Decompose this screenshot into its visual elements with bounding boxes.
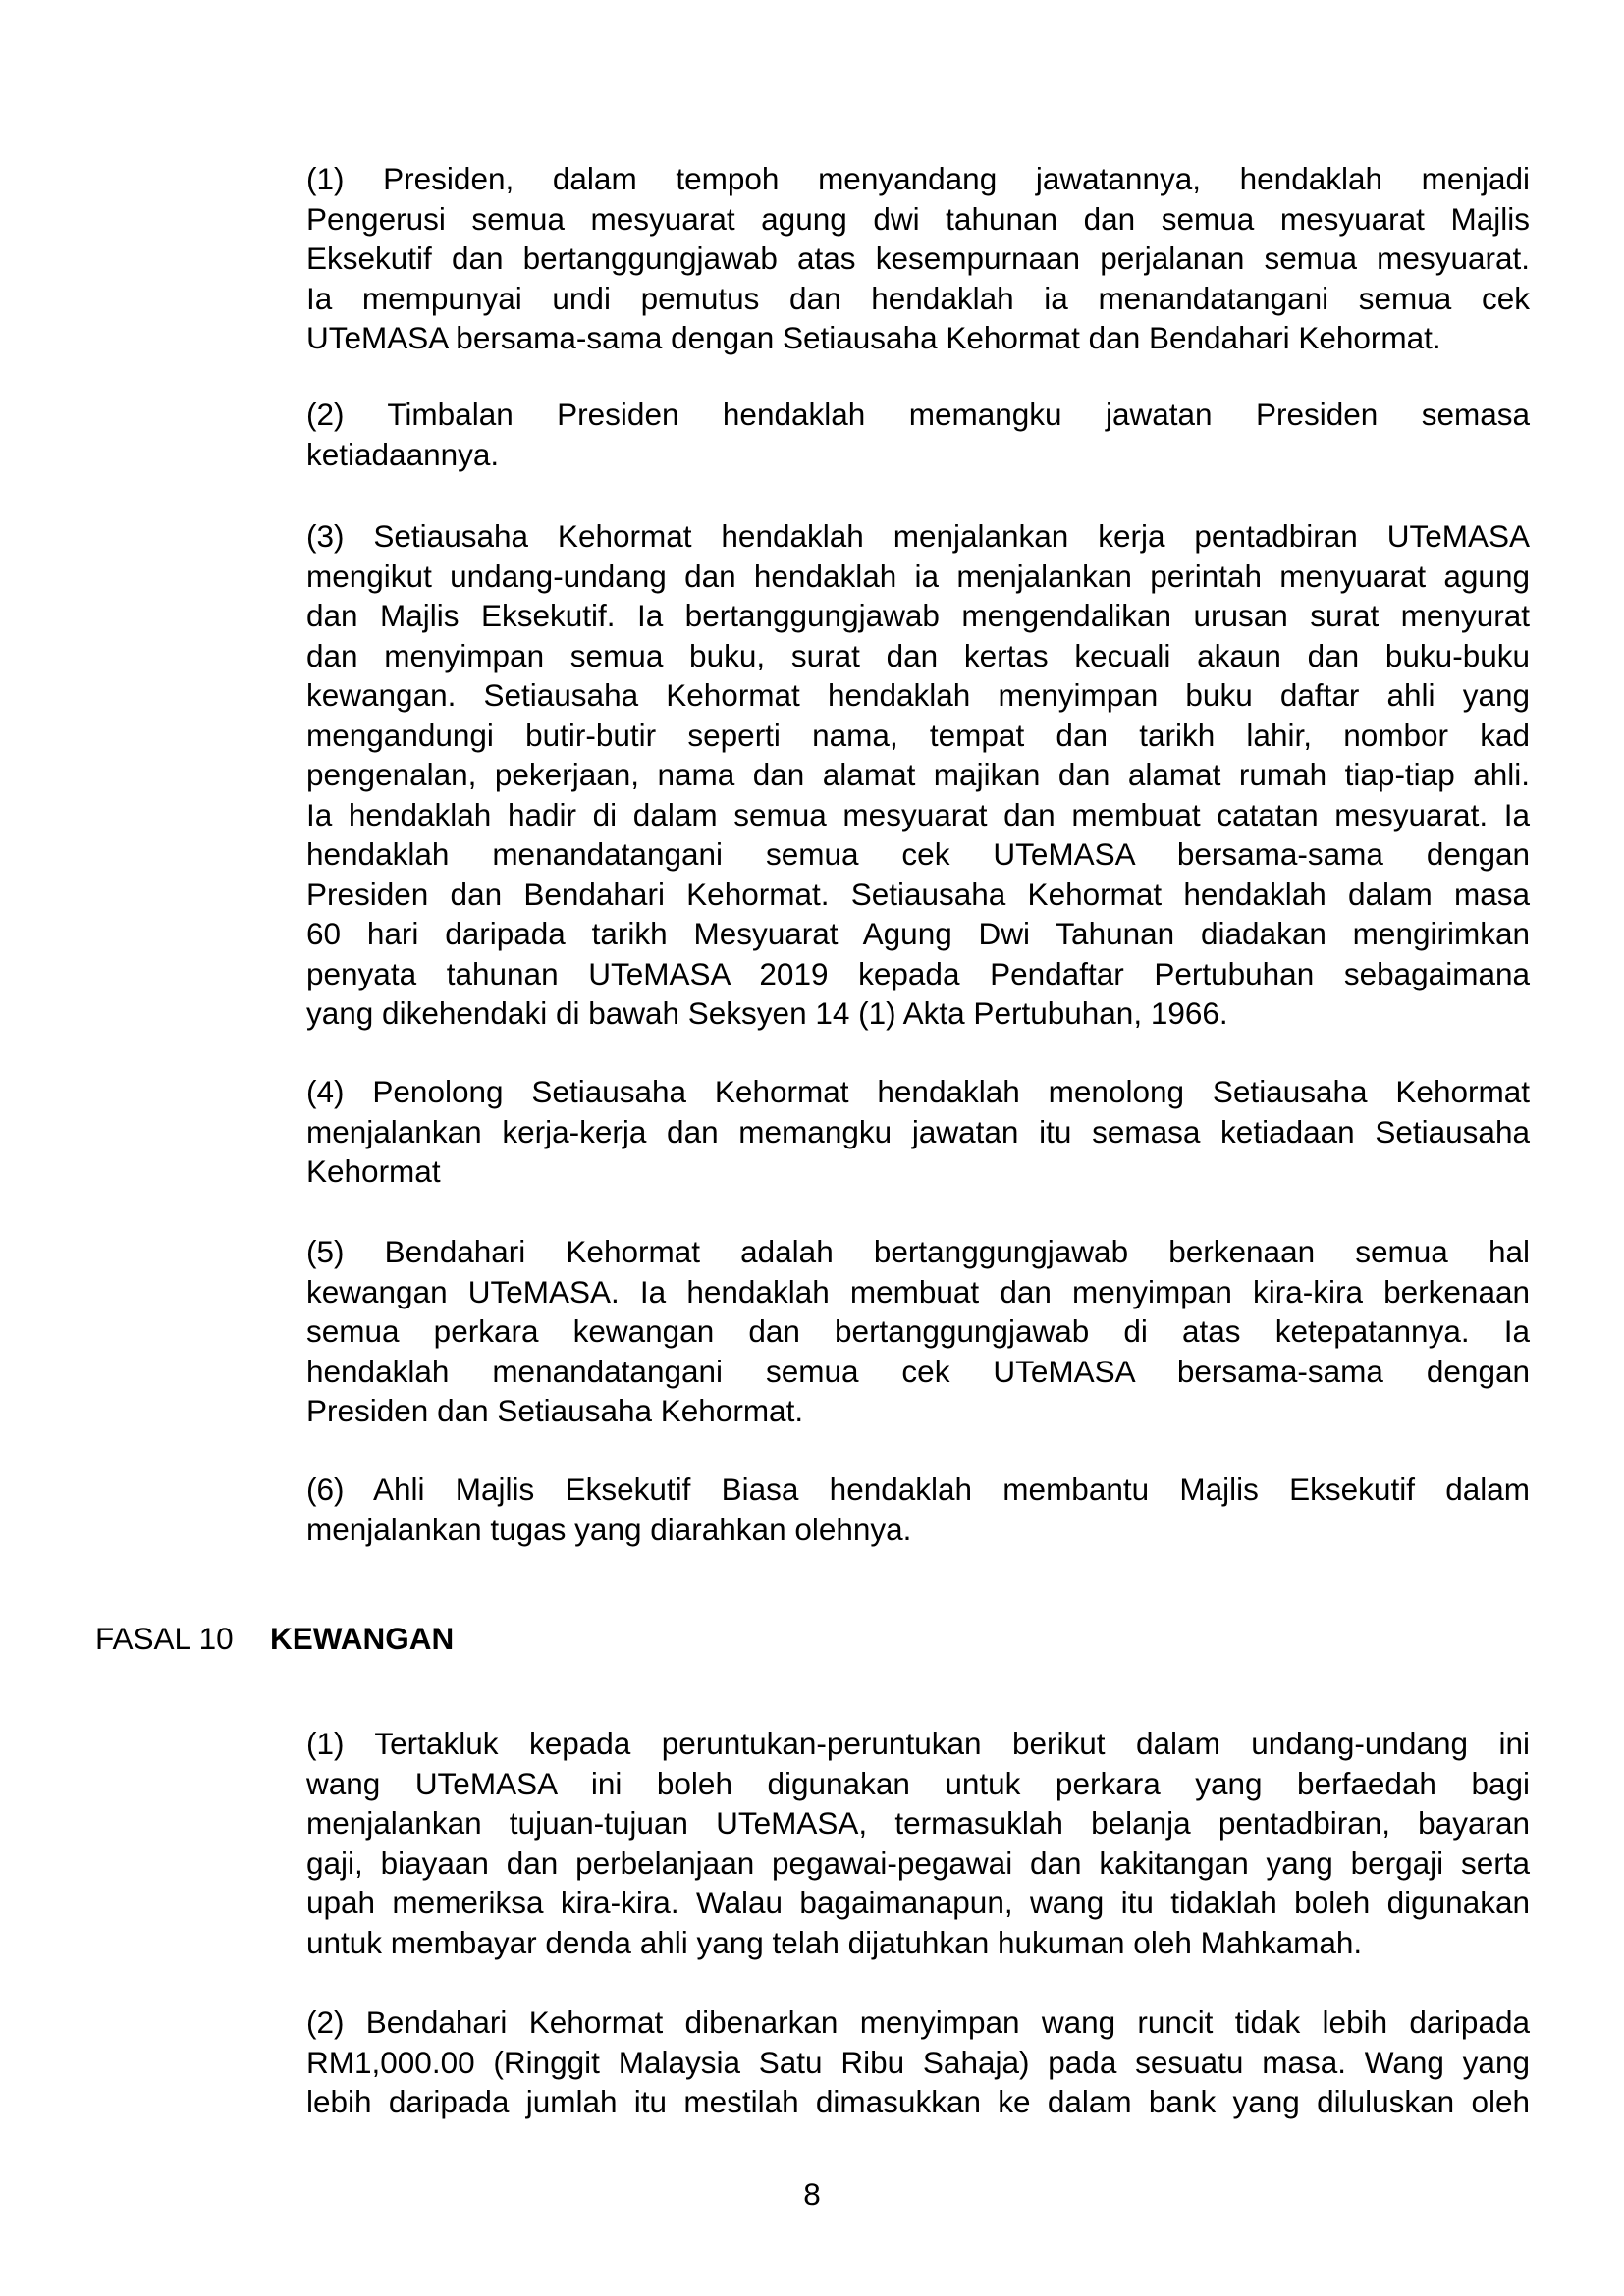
paragraph-kewangan-2 xyxy=(306,2002,1530,2122)
section-number: FASAL 10 xyxy=(95,1621,234,1656)
text-line: yang dikehendaki di bawah Seksyen 14 (1) Akta Pertubuhan, 1966. xyxy=(306,995,1228,1031)
text-line: Ia mempunyai undi pemutus dan hendaklah ia menandatangani semua cek xyxy=(306,280,1530,316)
text-line: upah memeriksa kira-kira. Walau bagaimanapun, wang itu tidaklah boleh digunakan xyxy=(306,1885,1530,1920)
text-line: Ia hendaklah hadir di dalam semua mesyuarat dan membuat catatan mesyuarat. Ia xyxy=(306,796,1530,832)
section-title: KEWANGAN xyxy=(270,1621,455,1656)
text-line: (1) Presiden, dalam tempoh menyandang jawatannya, hendaklah menjadi xyxy=(306,161,1530,196)
text-line: menjalankan tugas yang diarahkan olehnya. xyxy=(306,1511,912,1547)
text-line: (5) Bendahari Kehormat adalah bertanggungjawab berkenaan semua hal xyxy=(306,1234,1530,1269)
text-line: Eksekutif dan bertanggungjawab atas kesempurnaan perjalanan semua mesyuarat. xyxy=(306,240,1530,276)
text-line: dan Majlis Eksekutif. Ia bertanggungjawab mengendalikan urusan surat menyurat xyxy=(306,598,1530,633)
text-line: menjalankan tujuan-tujuan UTeMASA, termasuklah belanja pentadbiran, bayaran xyxy=(306,1805,1530,1841)
paragraph-2-timbalan-presiden xyxy=(306,395,1530,474)
text-line: hendaklah menandatangani semua cek UTeMASA bersama-sama dengan xyxy=(306,836,1530,872)
text-line: Kehormat xyxy=(306,1153,441,1189)
section-heading-fasal-10 xyxy=(95,1619,454,1659)
text-line: kewangan. Setiausaha Kehormat hendaklah menyimpan buku daftar ahli yang xyxy=(306,677,1530,713)
text-line: semua perkara kewangan dan bertanggungjawab di atas ketepatannya. Ia xyxy=(306,1313,1530,1349)
text-line: ketiadaannya. xyxy=(306,436,500,472)
text-line: (6) Ahli Majlis Eksekutif Biasa hendaklah membantu Majlis Eksekutif dalam xyxy=(306,1471,1530,1507)
paragraph-1-presiden xyxy=(306,159,1530,358)
text-line: (1) Tertakluk kepada peruntukan-peruntukan berikut dalam undang-undang ini xyxy=(306,1726,1530,1761)
text-line: pengenalan, pekerjaan, nama dan alamat majikan dan alamat rumah tiap-tiap ahli. xyxy=(306,757,1530,792)
text-line: (2) Timbalan Presiden hendaklah memangku jawatan Presiden semasa xyxy=(306,397,1530,432)
paragraph-5-bendahari-kehormat xyxy=(306,1232,1530,1431)
text-line: gaji, biayaan dan perbelanjaan pegawai-pegawai dan kakitangan yang bergaji serta xyxy=(306,1844,1530,1881)
text-line: (3) Setiausaha Kehormat hendaklah menjalankan kerja pentadbiran UTeMASA xyxy=(306,518,1530,554)
text-line: lebih daripada jumlah itu mestilah dimasukkan ke dalam bank yang diluluskan oleh xyxy=(306,2084,1530,2119)
text-line: UTeMASA bersama-sama dengan Setiausaha Kehormat dan Bendahari Kehormat. xyxy=(306,320,1441,355)
paragraph-4-penolong-setiausaha xyxy=(306,1072,1530,1192)
text-line: Presiden dan Setiausaha Kehormat. xyxy=(306,1393,804,1428)
text-line: wang UTeMASA ini boleh digunakan untuk perkara yang berfaedah bagi xyxy=(306,1765,1530,1801)
text-line: mengandungi butir-butir seperti nama, tempat dan tarikh lahir, nombor kad xyxy=(306,717,1530,753)
page-number: 8 xyxy=(803,2176,821,2212)
text-line: kewangan UTeMASA. Ia hendaklah membuat dan menyimpan kira-kira berkenaan xyxy=(306,1273,1530,1309)
text-line: Presiden dan Bendahari Kehormat. Setiausaha Kehormat hendaklah dalam masa xyxy=(306,876,1530,912)
text-line: penyata tahunan UTeMASA 2019 kepada Pendaftar Pertubuhan sebagaimana xyxy=(306,955,1530,991)
paragraph-kewangan-1 xyxy=(306,1724,1530,1962)
text-line: untuk membayar denda ahli yang telah dijatuhkan hukuman oleh Mahkamah. xyxy=(306,1924,1363,1960)
text-line: (4) Penolong Setiausaha Kehormat hendaklah menolong Setiausaha Kehormat xyxy=(306,1074,1530,1109)
text-line: RM1,000.00 (Ringgit Malaysia Satu Ribu Sahaja) pada sesuatu masa. Wang yang xyxy=(306,2044,1530,2080)
text-line: hendaklah menandatangani semua cek UTeMASA bersama-sama dengan xyxy=(306,1353,1530,1389)
paragraph-6-ahli-majlis-eksekutif xyxy=(306,1469,1530,1549)
text-line: dan menyimpan semua buku, surat dan kertas kecuali akaun dan buku-buku xyxy=(306,637,1530,673)
paragraph-3-setiausaha-kehormat xyxy=(306,516,1530,1034)
text-line: (2) Bendahari Kehormat dibenarkan menyimpan wang runcit tidak lebih daripada xyxy=(306,2004,1530,2040)
text-line: Pengerusi semua mesyuarat agung dwi tahunan dan semua mesyuarat Majlis xyxy=(306,200,1530,237)
text-line: 60 hari daripada tarikh Mesyuarat Agung Dwi Tahunan diadakan mengirimkan xyxy=(306,916,1530,951)
text-line: menjalankan kerja-kerja dan memangku jawatan itu semasa ketiadaan Setiausaha xyxy=(306,1113,1530,1149)
text-line: mengikut undang-undang dan hendaklah ia menjalankan perintah menyuarat agung xyxy=(306,558,1530,594)
